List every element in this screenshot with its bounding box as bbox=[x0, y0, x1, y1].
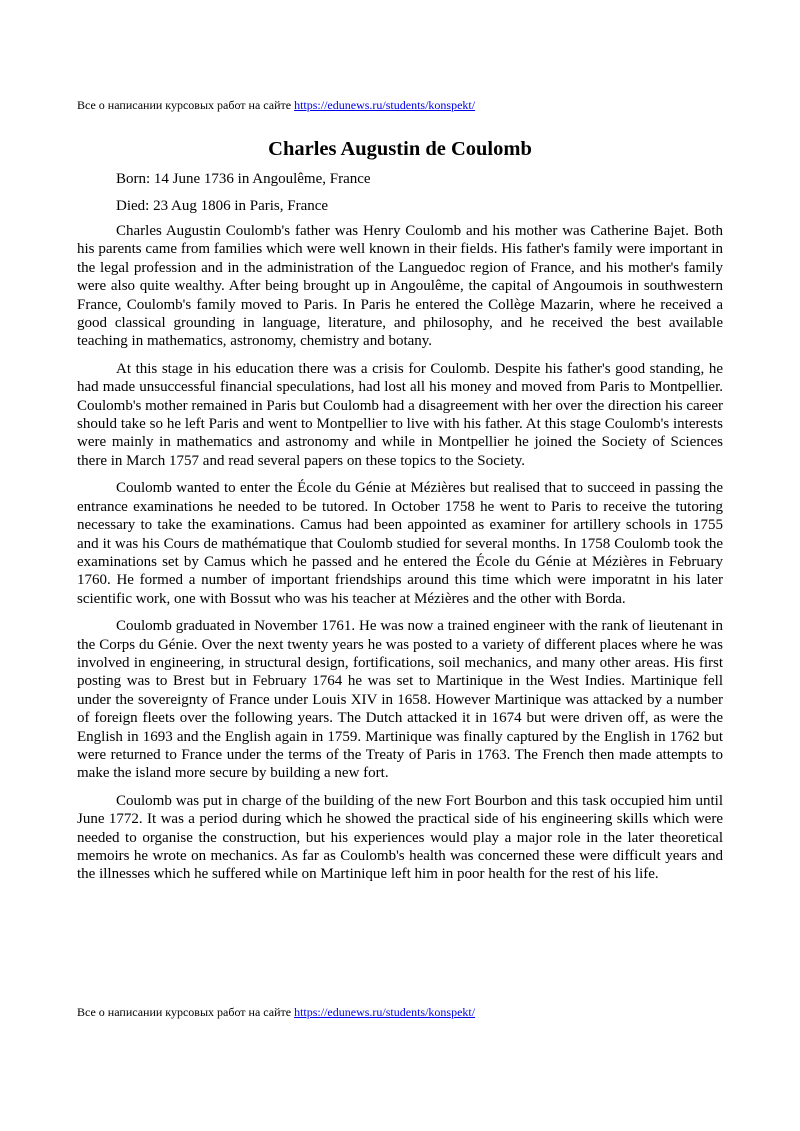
paragraph: Coulomb was put in charge of the building of the new Fort Bourbon and this task occupied him until June 1772. It was a period during which he showed the practical side of his engineering skills which were needed to organise the construction, but his experiences would play a major role in the later theoretical memoirs he wrote on mechanics. As far as Coulomb's health was concerned these were difficult years and the illnesses which he suffered while on Martinique left him in poor health for the rest of his life. bbox=[77, 792, 723, 883]
died-line: Died: 23 Aug 1806 in Paris, France bbox=[116, 198, 329, 214]
paragraph: Charles Augustin Coulomb's father was Henry Coulomb and his mother was Catherine Bajet. Both his parents came from families which were well known in their fields. His father's family were important in the legal profession and in the administration of the Languedoc region of France, and his mother's family were also quite wealthy. After being brought up in Angoulême, the capital of Angoumois in southwestern France, Coulomb's family moved to Paris. In Paris he entered the Collège Mazarin, where he received a good classical grounding in language, literature, and philosophy, and he received the best available teaching in mathematics, astronomy, chemistry and botany. bbox=[77, 223, 723, 350]
footer-note bbox=[77, 1005, 475, 1019]
born-line: Born: 14 June 1736 in Angoulême, France bbox=[116, 171, 371, 187]
footer-site-link[interactable]: https://edunews.ru/students/konspekt/ bbox=[294, 1005, 476, 1019]
paragraph: Coulomb graduated in November 1761. He was now a trained engineer with the rank of lieutenant in the Corps du Génie. Over the next twenty years he was posted to a variety of different places where he was involved in engineering, in structural design, fortifications, soil mechanics, and many other areas. His first posting was to Brest but in February 1764 he was set to Martinique in the West Indies. Martinique fell under the sovereignty of France under Louis XIV in 1658. However Martinique was attacked by a number of foreign fleets over the following years. The Dutch attacked it in 1674 but were driven off, as were the English in 1693 and the English again in 1759. Martinique was finally captured by the English in 1762 but were returned to France under the terms of the Treaty of Paris in 1763. The French then made attempts to make the island more secure by building a new fort. bbox=[77, 618, 723, 782]
paragraph: At this stage in his education there was a crisis for Coulomb. Despite his father's good standing, he had made unsuccessful financial speculations, had lost all his money and moved from Paris to Montpellier. Coulomb's mother remained in Paris but Coulomb had a disagreement with her over the direction his career should take so he left Paris and went to Montpellier to live with his father. At this stage Coulomb's interests were mainly in mathematics and astronomy and while in Montpellier he joined the Society of Sciences there in March 1757 and read several papers on these topics to the Society. bbox=[77, 360, 723, 469]
article-body bbox=[77, 222, 723, 893]
header-note bbox=[77, 98, 475, 112]
paragraph: Coulomb wanted to enter the École du Génie at Mézières but realised that to succeed in passing the entrance examinations he needed to be tutored. In October 1758 he went to Paris to receive the tutoring necessary to take the examinations. Camus had been appointed as examiner for artillery schools in 1755 and it was his Cours de mathématique that Coulomb studied for several months. In 1758 Coulomb took the examinations set by Camus which he passed and he entered the École du Génie at Mézières in February 1760. He formed a number of important friendships around this time which were imporatnt in his later scientific work, one with Bossut who was his teacher at Mézières and the other with Borda. bbox=[77, 480, 723, 607]
header-note-text: Все о написании курсовых работ на сайте bbox=[77, 98, 295, 112]
page-title: Charles Augustin de Coulomb bbox=[268, 138, 532, 160]
footer-note-text: Все о написании курсовых работ на сайте bbox=[77, 1005, 295, 1019]
header-site-link[interactable]: https://edunews.ru/students/konspekt/ bbox=[294, 98, 476, 112]
